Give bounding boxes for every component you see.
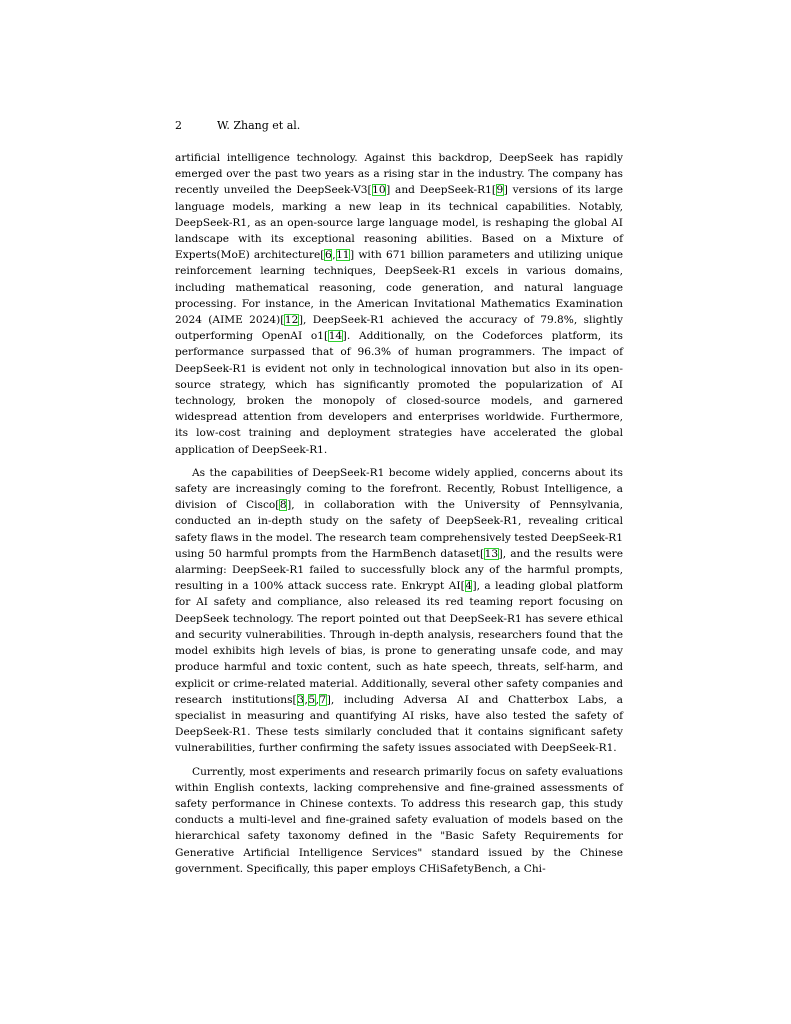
citation-link-3[interactable]: 3 — [297, 693, 304, 706]
citation-link-6[interactable]: 6 — [324, 249, 332, 262]
citation-link-4[interactable]: 4 — [465, 580, 472, 593]
citation-link-11[interactable]: 11 — [336, 249, 350, 262]
citation: [3,5,7] — [292, 693, 331, 706]
citation: [6,11] — [320, 249, 355, 262]
citation-link-10[interactable]: 10 — [372, 184, 386, 197]
citation-link-12[interactable]: 12 — [284, 314, 299, 327]
citation: [4] — [460, 580, 477, 593]
paragraph: Currently, most experiments and research primarily focus on safety evaluations within English contexts, lacking comprehensive and fine-grained assessments of safety performance in Chinese contexts. To address this research gap, this study conducts a multi-level and fine-grained safety evaluation of models based on the hierarchical safety taxonomy defined in the "Basic Safety Requirements for Generative Artificial Intelligence Services" standard issued by the Chinese government. Specifically, this paper employs CHiSafetyBench, a Chi- — [175, 765, 623, 875]
citation: [8] — [275, 499, 292, 512]
citation: [10] — [367, 184, 391, 197]
citation: [14] — [324, 330, 347, 343]
citation-link-8[interactable]: 8 — [279, 499, 287, 512]
body-text — [175, 150, 623, 884]
citation-link-9[interactable]: 9 — [496, 184, 504, 197]
citation: [13] — [480, 547, 503, 560]
page-number: 2 — [175, 119, 182, 132]
citation-link-5[interactable]: 5 — [308, 693, 316, 706]
paragraph: artificial intelligence technology. Against this backdrop, DeepSeek has rapidly emerged over the past two years as a rising star in the industry. The company has recently unveiled the DeepSeek-V3[10] and DeepSeek-R1[9] versions of its large language models, marking a new leap in its technical capabilities. Notably, DeepSeek-R1, as an open-source large language model, is reshaping the global AI landscape with its exceptional reasoning abilities. Based on a Mixture of Experts(MoE) architecture[6,11] with 671 billion parameters and utilizing unique reinforcement learning techniques, DeepSeek-R1 excels in various domains, including mathematical reasoning, code generation, and natural language processing. For instance, in the American Invitational Mathematics Examination 2024 (AIME 2024)[12], DeepSeek-R1 achieved the accuracy of 79.8%, slightly outperforming OpenAI o1[14]. Additionally, on the Codeforces platform, its performance surpassed that of 96.3% of human programmers. The impact of DeepSeek-R1 is evident not only in technological innovation but also in its open-source strategy, which has significantly promoted the popularization of AI technology, broken the monopoly of closed-source models, and garnered widespread attention from developers and enterprises worldwide. Furthermore, its low-cost training and deployment strategies have accelerated the global application of DeepSeek-R1. — [175, 152, 624, 456]
citation-link-7[interactable]: 7 — [319, 693, 327, 706]
citation-link-13[interactable]: 13 — [484, 547, 499, 560]
citation: [12] — [280, 314, 304, 327]
citation: [9] — [491, 184, 508, 197]
running-head — [175, 119, 300, 132]
paragraph: As the capabilities of DeepSeek-R1 become widely applied, concerns about its safety are increasingly coming to the forefront. Recently, Robust Intelligence, a division of Cisco[8], in collaboration with the University of Pennsylvania, conducted an in-depth study on the safety of DeepSeek-R1, revealing critical safety flaws in the model. The research team comprehensively tested DeepSeek-R1 using 50 harmful prompts from the HarmBench dataset[13], and the results were alarming: DeepSeek-R1 failed to successfully block any of the harmful prompts, resulting in a 100% attack success rate. Enkrypt AI[4], a leading global platform for AI safety and compliance, also released its red teaming report focusing on DeepSeek technology. The report pointed out that DeepSeek-R1 has severe ethical and security vulnerabilities. Through in-depth analysis, researchers found that the model exhibits high levels of bias, is prone to generating unsafe code, and may produce harmful and toxic content, such as hate speech, threats, self-harm, and explicit or crime-related material. Additionally, several other safety companies and research institutions[3,5,7], including Adversa AI and Chatterbox Labs, a specialist in measuring and quantifying AI risks, have also tested the safety of DeepSeek-R1. These tests similarly concluded that it contains significant safety vulnerabilities, further confirming the safety issues associated with DeepSeek-R1. — [175, 466, 624, 755]
citation-link-14[interactable]: 14 — [328, 330, 343, 343]
running-head-authors: W. Zhang et al. — [217, 119, 301, 132]
